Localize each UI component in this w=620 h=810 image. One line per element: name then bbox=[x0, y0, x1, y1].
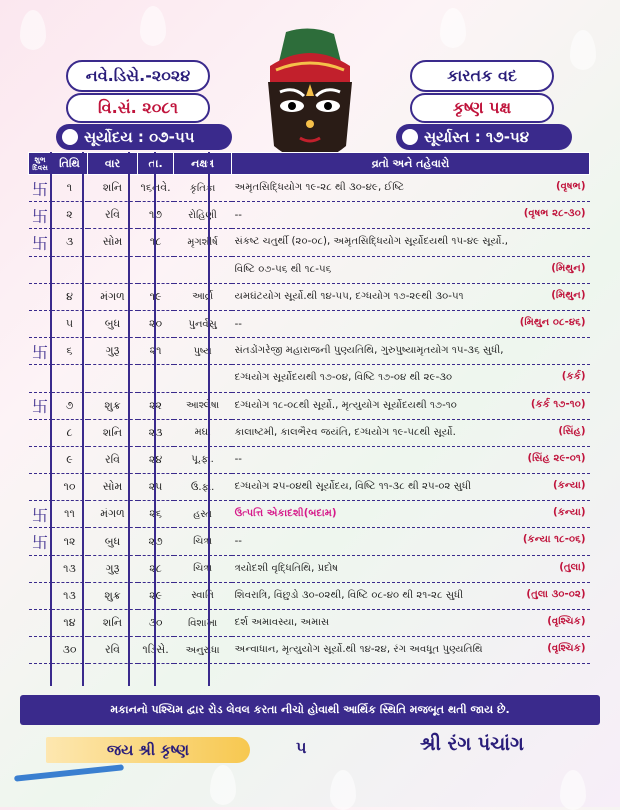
nakshatra-cell bbox=[174, 256, 232, 283]
event-cell bbox=[232, 392, 590, 419]
tithi-cell: ૧૨ bbox=[52, 528, 88, 555]
event-cell bbox=[232, 582, 590, 609]
event-text: દગ્ધયોગ ૨૫-૦૪થી સૂર્યોદય, વિષ્ટિ ૧૧-૩૮ થી ૨૫-૦૨ સુધી bbox=[234, 481, 471, 493]
var-cell: ગુરૂ bbox=[88, 338, 138, 365]
col-header-events: વ્રતો અને તહેવારો bbox=[232, 153, 590, 175]
rashi-text: (વૃશ્ચિક) bbox=[547, 643, 586, 655]
shubh-symbol bbox=[29, 555, 52, 582]
table-row bbox=[29, 365, 590, 392]
event-cell bbox=[232, 310, 590, 337]
shubh-symbol bbox=[29, 256, 52, 283]
shubh-symbol: 卐 bbox=[29, 338, 52, 365]
tithi-cell: ૨ bbox=[52, 202, 88, 229]
table-row bbox=[29, 175, 590, 202]
event-text: અન્વાધાન, મૃત્યુયોગ સૂર્યો.થી ૧૪-૨૪, રંગ અવધૂત પુણ્યતિથિ bbox=[234, 644, 483, 656]
var-cell: રવિ bbox=[88, 637, 138, 664]
col-header-var: વાર bbox=[88, 153, 138, 175]
event-cell bbox=[232, 555, 590, 582]
rashi-text: (કન્યા ૧૮-૦૬) bbox=[522, 534, 586, 546]
shubh-symbol bbox=[29, 474, 52, 501]
column-divider bbox=[128, 152, 130, 686]
column-divider bbox=[208, 152, 210, 686]
var-cell bbox=[88, 365, 138, 392]
col-header-shubh: શુભ દિવસ bbox=[29, 153, 52, 175]
event-cell bbox=[232, 501, 590, 528]
event-cell bbox=[232, 528, 590, 555]
event-text: -- bbox=[234, 209, 242, 221]
tithi-cell: ૧૩ bbox=[52, 582, 88, 609]
event-text: શિવરાત્રિ, વિંછુડો ૩૦-૦૨થી, વિષ્ટિ ૦૮-૪૦ થી ૨૧-૨૮ સુધી bbox=[234, 589, 464, 601]
event-cell bbox=[232, 446, 590, 473]
date-cell: ૨૧ bbox=[138, 338, 174, 365]
column-divider bbox=[50, 152, 52, 686]
table-row bbox=[29, 229, 590, 256]
english-month-label: નવે.ડિસે.-૨૦૨૪ bbox=[66, 60, 210, 92]
background-petal bbox=[440, 8, 466, 48]
event-text: -- bbox=[234, 318, 242, 330]
var-cell: રવિ bbox=[88, 202, 138, 229]
shubh-symbol: 卐 bbox=[29, 175, 52, 202]
sun-icon bbox=[62, 129, 78, 145]
event-text: અમૃતસિદ્ધિયોગ ૧૯-૨૮ થી ૩૦-૪૯, ઈષ્ટિ bbox=[234, 182, 404, 194]
date-cell: ૨૩ bbox=[138, 419, 174, 446]
nakshatra-cell: પુનર્વસુ bbox=[174, 310, 232, 337]
table-row bbox=[29, 501, 590, 528]
table-row bbox=[29, 392, 590, 419]
var-cell: ગુરૂ bbox=[88, 555, 138, 582]
sunset-badge bbox=[396, 124, 572, 150]
shubh-symbol: 卐 bbox=[29, 392, 52, 419]
date-cell: ૨૫ bbox=[138, 474, 174, 501]
event-cell bbox=[232, 175, 590, 202]
shubh-symbol bbox=[29, 582, 52, 609]
event-text: -- bbox=[234, 454, 242, 466]
rashi-text: (વૃષભ) bbox=[555, 181, 586, 192]
event-cell bbox=[232, 365, 590, 392]
var-cell: મંગળ bbox=[88, 501, 138, 528]
date-cell: ૧૬નવે. bbox=[138, 175, 174, 202]
background-petal bbox=[140, 6, 166, 46]
rashi-text: (વૃશ્ચિક) bbox=[547, 616, 586, 627]
date-cell: ૧ડિસે. bbox=[138, 637, 174, 664]
nakshatra-cell: અનુરાધા bbox=[174, 637, 232, 664]
shubh-symbol: 卐 bbox=[29, 501, 52, 528]
date-cell: ૨૪ bbox=[138, 446, 174, 473]
nakshatra-cell: કૃતિકા bbox=[174, 175, 232, 202]
rashi-text: (કર્ક ૧૭-૧૦) bbox=[530, 398, 586, 410]
rashi-text: (સિંહ) bbox=[558, 425, 586, 437]
event-cell bbox=[232, 229, 590, 256]
event-text: દર્શ અમાવસ્યા, અમાસ bbox=[234, 617, 330, 629]
rashi-text: (કન્યા) bbox=[553, 480, 586, 492]
date-cell: ૧૮ bbox=[138, 229, 174, 256]
background-petal bbox=[210, 765, 236, 805]
col-header-date: તા. bbox=[138, 153, 174, 175]
table-row bbox=[29, 310, 590, 337]
nakshatra-cell: ચિત્રા bbox=[174, 528, 232, 555]
date-cell: ૨૬ bbox=[138, 501, 174, 528]
vikram-samvat-label: વિ.સં. ૨૦૮૧ bbox=[66, 93, 210, 123]
nakshatra-cell: આશ્લેષા bbox=[174, 392, 232, 419]
rashi-text: (વૃષભ ૨૮-૩૦) bbox=[523, 208, 586, 220]
background-petal bbox=[20, 10, 46, 50]
event-cell bbox=[232, 419, 590, 446]
event-cell bbox=[232, 202, 590, 229]
background-petal bbox=[570, 30, 596, 70]
table-row bbox=[29, 528, 590, 555]
table-header-row bbox=[29, 153, 590, 175]
event-cell bbox=[232, 283, 590, 310]
var-cell: શુક્ર bbox=[88, 392, 138, 419]
table-row bbox=[29, 555, 590, 582]
sunset-text: સૂર્યાસ્ત : ૧૭-૫૪ bbox=[424, 128, 530, 146]
event-text: ઉત્પત્તિ એકાદશી(બદામ) bbox=[234, 508, 337, 520]
nakshatra-cell: મઘા bbox=[174, 419, 232, 446]
table-row bbox=[29, 419, 590, 446]
tithi-cell: ૩ bbox=[52, 229, 88, 256]
tithi-cell: ૧૪ bbox=[52, 610, 88, 637]
rashi-text: (કર્ક) bbox=[561, 371, 586, 383]
rashi-text: (મિથુન) bbox=[551, 262, 586, 274]
shubh-symbol: 卐 bbox=[29, 202, 52, 229]
nakshatra-cell: વિશાખા bbox=[174, 610, 232, 637]
shubh-symbol bbox=[29, 610, 52, 637]
date-cell: ૩૦ bbox=[138, 610, 174, 637]
event-text: કાલાષ્ટમી, કાલભૈરવ જયંતિ, દગ્ધયોગ ૧૯-૫૮થી સૂર્યો. bbox=[234, 426, 456, 438]
tithi-cell: ૮ bbox=[52, 419, 88, 446]
greeting-banner: જય શ્રી કૃષ્ણ bbox=[46, 737, 250, 763]
event-text: દગ્ધયોગ ૧૮-૦૮થી સૂર્યો., મૃત્યુયોગ સૂર્યોદયથી ૧૭-૧૦ bbox=[234, 399, 457, 411]
sunrise-text: સૂર્યોદય : ૦૭-૫૫ bbox=[84, 128, 195, 146]
event-cell bbox=[232, 338, 590, 365]
tithi-cell: ૩૦ bbox=[52, 637, 88, 664]
var-cell: બુધ bbox=[88, 310, 138, 337]
table-row bbox=[29, 610, 590, 637]
page-number: ૫ bbox=[296, 738, 307, 757]
event-cell bbox=[232, 474, 590, 501]
table-row bbox=[29, 582, 590, 609]
event-cell bbox=[232, 610, 590, 637]
shubh-symbol: 卐 bbox=[29, 229, 52, 256]
var-cell: સોમ bbox=[88, 474, 138, 501]
background-petal bbox=[330, 770, 356, 810]
nakshatra-cell: ઉ.ફા. bbox=[174, 474, 232, 501]
shubh-symbol bbox=[29, 310, 52, 337]
date-cell: ૨૭ bbox=[138, 528, 174, 555]
date-cell: ૧૭ bbox=[138, 202, 174, 229]
tithi-cell: ૧૩ bbox=[52, 555, 88, 582]
shubh-symbol: 卐 bbox=[29, 528, 52, 555]
publication-title: શ્રી રંગ પંચાંગ bbox=[420, 733, 524, 755]
background-petal bbox=[560, 770, 586, 810]
tithi-cell: ૫ bbox=[52, 310, 88, 337]
event-text: સંતડોંગરેજી મહારાજની પુણ્યતિથિ, ગુરુપુષ્યામૃતયોગ ૧૫-૩૬ સુધી, bbox=[234, 345, 504, 357]
date-cell: ૨૦ bbox=[138, 310, 174, 337]
table-row bbox=[29, 283, 590, 310]
shubh-symbol bbox=[29, 446, 52, 473]
nakshatra-cell bbox=[174, 365, 232, 392]
rashi-text: (તુલા) bbox=[559, 561, 586, 573]
vastu-tip-banner: મકાનનો પશ્ચિમ દ્વાર રોડ લેવલ કરતા નીચો હોવાથી આર્થિક સ્થિતિ મજબૂત થતી જાય છે. bbox=[20, 695, 600, 725]
hindu-month-label: કારતક વદ bbox=[410, 60, 554, 92]
col-header-tithi: તિથિ bbox=[52, 153, 88, 175]
table-row bbox=[29, 202, 590, 229]
table-row bbox=[29, 474, 590, 501]
event-text: -- bbox=[234, 536, 242, 548]
var-cell: મંગળ bbox=[88, 283, 138, 310]
rashi-text: (કન્યા) bbox=[553, 507, 586, 519]
nakshatra-cell: ચિત્રા bbox=[174, 555, 232, 582]
flute-decoration bbox=[14, 764, 124, 781]
shubh-symbol bbox=[29, 419, 52, 446]
col-header-nakshatra: નક્ષત્ર bbox=[174, 153, 232, 175]
event-text: યમઘંટયોગ સૂર્યો.થી ૧૪-૫૫, દગ્ધયોગ ૧૭-૨૯થી ૩૦-૫૧ bbox=[234, 290, 464, 302]
nakshatra-cell: પૂ.ફા. bbox=[174, 446, 232, 473]
tithi-cell: ૧ bbox=[52, 175, 88, 202]
date-cell: ૨૮ bbox=[138, 555, 174, 582]
var-cell: શનિ bbox=[88, 610, 138, 637]
nakshatra-cell: હસ્ત bbox=[174, 501, 232, 528]
var-cell bbox=[88, 256, 138, 283]
sunset-icon bbox=[402, 129, 418, 145]
shubh-symbol bbox=[29, 365, 52, 392]
event-text: વિષ્ટિ ૦૭-૫૬ થી ૧૮-૫૬ bbox=[234, 263, 332, 275]
nakshatra-cell: પુષ્ય bbox=[174, 338, 232, 365]
panchang-table bbox=[28, 152, 590, 664]
table-row bbox=[29, 637, 590, 664]
event-text: ત્રયોદશી વૃદ્ધિતિથિ, પ્રદોષ bbox=[234, 562, 339, 574]
tithi-cell: ૬ bbox=[52, 338, 88, 365]
var-cell: રવિ bbox=[88, 446, 138, 473]
event-cell bbox=[232, 256, 590, 283]
shubh-symbol bbox=[29, 637, 52, 664]
date-cell: ૨૨ bbox=[138, 392, 174, 419]
tithi-cell: ૧૦ bbox=[52, 474, 88, 501]
sunrise-badge bbox=[56, 124, 232, 150]
var-cell: શનિ bbox=[88, 419, 138, 446]
rashi-text: (મિથુન) bbox=[551, 289, 586, 301]
rashi-text: (તુલા ૩૦-૦૨) bbox=[526, 588, 586, 600]
var-cell: શુક્ર bbox=[88, 582, 138, 609]
nakshatra-cell: મૃગશીર્ષ bbox=[174, 229, 232, 256]
paksha-label: કૃષ્ણ પક્ષ bbox=[410, 93, 554, 123]
table-row bbox=[29, 446, 590, 473]
tithi-cell: ૧૧ bbox=[52, 501, 88, 528]
table-row bbox=[29, 338, 590, 365]
event-text: સંકષ્ટ ચતુર્થી (૨૦-૦૮), અમૃતસિદ્ધિયોગ સૂર્યોદયથી ૧૫-૪૯ સૂર્યો., bbox=[234, 236, 508, 248]
tithi-cell: ૪ bbox=[52, 283, 88, 310]
var-cell: બુધ bbox=[88, 528, 138, 555]
column-divider bbox=[154, 152, 156, 686]
tithi-cell: ૯ bbox=[52, 446, 88, 473]
nakshatra-cell: રોહિણી bbox=[174, 202, 232, 229]
tithi-cell: ૭ bbox=[52, 392, 88, 419]
event-text: દગ્ધયોગ સૂર્યોદયથી ૧૭-૦૪, વિષ્ટિ ૧૭-૦૪ થી ૨૯-૩૦ bbox=[234, 372, 453, 384]
rashi-text: (મિથુન ૦૮-૪૬) bbox=[519, 316, 586, 328]
rashi-text: (સિંહ ૨૯-૦૧) bbox=[527, 452, 586, 464]
table-row bbox=[29, 256, 590, 283]
shubh-symbol bbox=[29, 283, 52, 310]
event-cell bbox=[232, 637, 590, 664]
var-cell: સોમ bbox=[88, 229, 138, 256]
column-divider bbox=[82, 152, 84, 686]
date-cell: ૨૯ bbox=[138, 582, 174, 609]
nakshatra-cell: આર્દ્રા bbox=[174, 283, 232, 310]
var-cell: શનિ bbox=[88, 175, 138, 202]
date-cell: ૧૯ bbox=[138, 283, 174, 310]
nakshatra-cell: સ્વાતિ bbox=[174, 582, 232, 609]
